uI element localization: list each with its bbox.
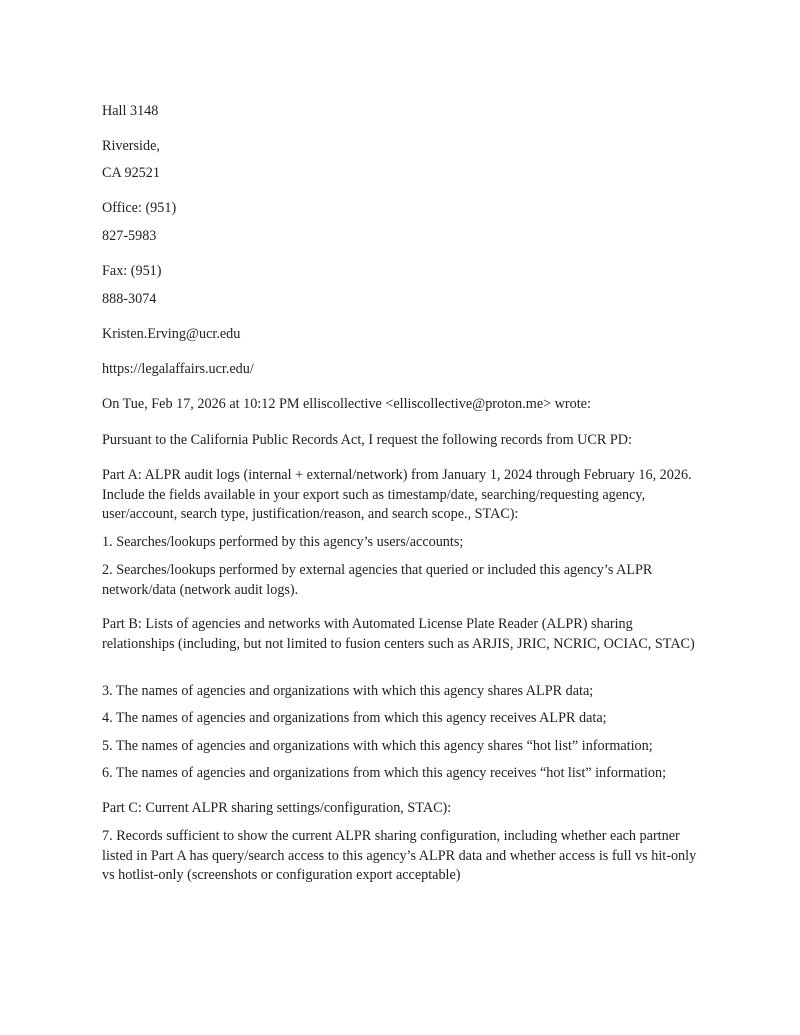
request-item-7: 7. Records sufficient to show the current ALPR sharing configuration, including whether each partner listed in Part A has query/search access to this agency’s ALPR data and whether access is full vs hit-only vs hotlist-only (screenshots or configuration export acceptable) xyxy=(102,828,697,883)
request-item-6: 6. The names of agencies and organizations from which this agency receives “hot list” information; xyxy=(102,765,667,781)
request-item-3: 3. The names of agencies and organizations with which this agency shares ALPR data; xyxy=(102,683,594,699)
fax-number: 888-3074 xyxy=(102,291,157,307)
website-url: https://legalaffairs.ucr.edu/ xyxy=(102,361,254,377)
part-c-heading: Part C: Current ALPR sharing settings/configuration, STAC): xyxy=(102,800,452,816)
part-a-heading: Part A: ALPR audit logs (internal + external/network) from January 1, 2024 through February 16, 2026. Include the fields available in your export such as timestamp/date, searching/requesting agency, user/account, search type, justification/reason, and search scope., STAC): xyxy=(102,467,692,522)
address-state-zip: CA 92521 xyxy=(102,165,160,181)
request-item-5: 5. The names of agencies and organizations with which this agency shares “hot list” information; xyxy=(102,738,653,754)
request-item-2: 2. Searches/lookups performed by external agencies that queried or included this agency’s ALPR network/data (network audit logs). xyxy=(102,562,653,598)
address-room: Hall 3148 xyxy=(102,103,159,119)
request-item-1: 1. Searches/lookups performed by this agency’s users/accounts; xyxy=(102,534,464,550)
address-city: Riverside, xyxy=(102,138,160,154)
request-item-4: 4. The names of agencies and organizations from which this agency receives ALPR data; xyxy=(102,710,607,726)
fax-label: Fax: (951) xyxy=(102,263,162,279)
office-number: 827-5983 xyxy=(102,228,157,244)
part-b-heading: Part B: Lists of agencies and networks with Automated License Plate Reader (ALPR) sharing relationships (including, but not limited to fusion centers such as ARJIS, JRIC, NCRIC, OCIAC, STAC) xyxy=(102,616,695,652)
email-address: Kristen.Erving@ucr.edu xyxy=(102,326,241,342)
quote-header: On Tue, Feb 17, 2026 at 10:12 PM elliscollective <elliscollective@proton.me> wrote: xyxy=(102,396,591,412)
request-intro: Pursuant to the California Public Records Act, I request the following records from UCR PD: xyxy=(102,432,632,448)
office-label: Office: (951) xyxy=(102,200,177,216)
